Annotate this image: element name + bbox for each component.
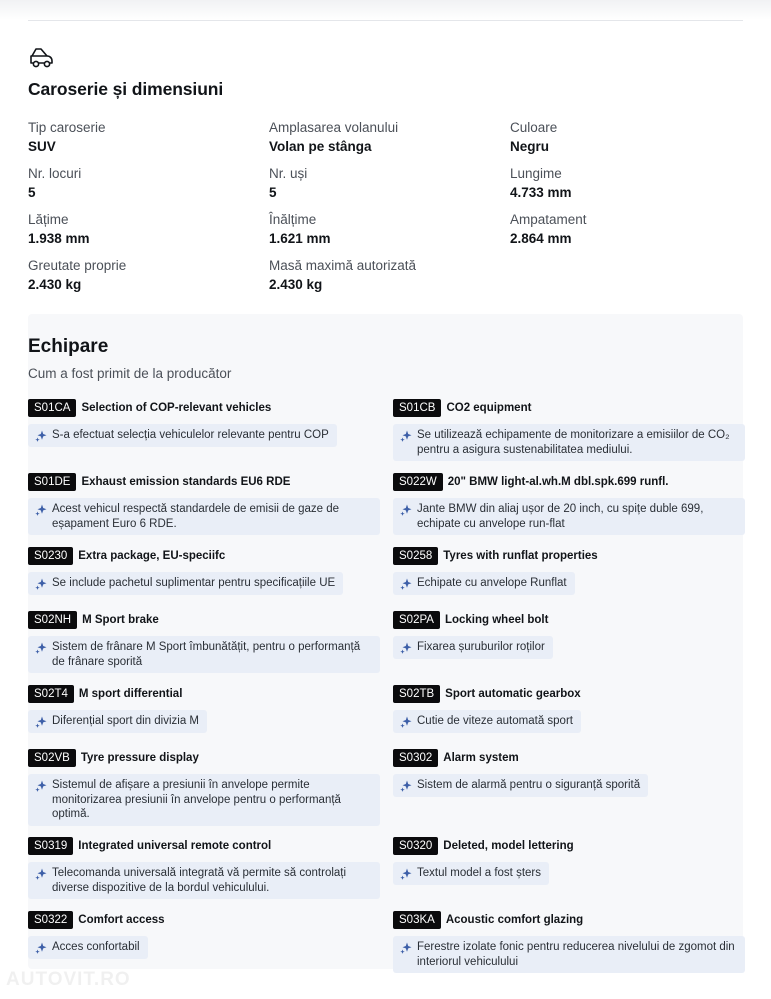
equipment-item-s01cb [393, 399, 745, 461]
sparkle-icon [399, 867, 413, 881]
equipment-item-header [28, 473, 380, 491]
equipment-item-s01de [28, 473, 380, 535]
equipment-code-badge: S0320 [393, 837, 438, 855]
sparkle-icon [34, 503, 48, 517]
equipment-code-badge: S0302 [393, 749, 438, 767]
spec-value: Volan pe stânga [269, 139, 372, 154]
equipment-item-s02vb [28, 749, 380, 826]
equipment-item-s0230 [28, 547, 380, 596]
spec-value: 1.621 mm [269, 231, 331, 246]
sparkle-icon [399, 503, 413, 517]
equipment-panel [28, 314, 743, 969]
spec-doors [269, 165, 499, 202]
equipment-name: M sport differential [78, 688, 183, 700]
equipment-description [28, 572, 343, 595]
equipment-item-header [393, 837, 745, 855]
spec-value: 1.938 mm [28, 231, 90, 246]
spec-body-type [28, 119, 258, 156]
spec-color [510, 119, 740, 156]
spec-label: Lungime [510, 166, 562, 181]
spec-value: 5 [269, 185, 277, 200]
equipment-name: CO2 equipment [446, 402, 532, 414]
equipment-description [393, 636, 553, 659]
spec-steering-position [269, 119, 499, 156]
equipment-item-s02pa [393, 611, 745, 660]
equipment-name: Extra package, EU-speciifc [78, 550, 226, 562]
spec-label: Nr. locuri [28, 166, 82, 181]
equipment-description-text: Se utilizează echipamente de monitorizare a emisiilor de CO₂ pentru a asigura sustenabilitatea mediului. [417, 429, 730, 456]
equipment-item-s0258 [393, 547, 745, 596]
equipment-code-badge: S02PA [393, 611, 440, 629]
sparkle-icon [399, 641, 413, 655]
equipment-item-s02t4 [28, 685, 380, 734]
equipment-description [393, 862, 549, 885]
equipment-name: M Sport brake [82, 614, 159, 626]
equipment-item-s0322 [28, 911, 380, 960]
spec-length [510, 165, 740, 202]
sparkle-icon [34, 715, 48, 729]
equipment-item-header [393, 473, 745, 491]
sparkle-icon [34, 779, 48, 793]
spec-label: Culoare [510, 120, 558, 135]
spec-label: Înălțime [269, 212, 317, 227]
sparkle-icon [34, 429, 48, 443]
equipment-item-s02tb [393, 685, 745, 734]
equipment-description-text: Acest vehicul respectă standardele de emisii de gaze de eșapament Euro 6 RDE. [52, 503, 340, 530]
equipment-name: 20" BMW light-al.wh.M dbl.spk.699 runfl. [447, 476, 669, 488]
equipment-item-header [393, 399, 745, 417]
equipment-code-badge: S0258 [393, 547, 438, 565]
equipment-name: Locking wheel bolt [444, 614, 549, 626]
equipment-code-badge: S02T4 [28, 685, 74, 703]
equipment-code-badge: S01DE [28, 473, 76, 491]
equipment-description-text: Sistemul de afișare a presiunii în anvelope permite monitorizarea presiunii în anvelope pentru o performanță optimă. [52, 779, 341, 820]
sparkle-icon [399, 429, 413, 443]
spec-label: Greutate proprie [28, 258, 127, 273]
equipment-description-text: Ferestre izolate fonic pentru reducerea nivelului de zgomot din interiorul vehiculului [417, 941, 735, 968]
spec-value: 2.864 mm [510, 231, 572, 246]
equipment-item-header [393, 547, 745, 565]
equipment-code-badge: S0319 [28, 837, 73, 855]
equipment-item-header [28, 399, 380, 417]
spec-value: Negru [510, 139, 550, 154]
equipment-code-badge: S02TB [393, 685, 440, 703]
equipment-description [28, 862, 380, 899]
equipment-description-text: Acces confortabil [52, 941, 140, 953]
equipment-description-text: Diferențial sport din divizia M [52, 715, 200, 727]
sparkle-icon [34, 941, 48, 955]
spec-seats [28, 165, 258, 202]
equipment-description-text: Telecomanda universală integrată vă permite să controlați diverse dispozitive de la bordul vehiculului. [52, 867, 347, 894]
equipment-code-badge: S022W [393, 473, 443, 491]
equipment-code-badge: S02VB [28, 749, 76, 767]
sparkle-icon [34, 867, 48, 881]
equipment-name: Exhaust emission standards EU6 RDE [81, 476, 291, 488]
equipment-code-badge: S0230 [28, 547, 73, 565]
equipment-item-header [28, 837, 380, 855]
sparkle-icon [399, 779, 413, 793]
section-title-body: Caroserie și dimensiuni [28, 79, 224, 99]
equipment-description [28, 636, 380, 673]
spec-label: Masă maximă autorizată [269, 258, 417, 273]
equipment-name: Comfort access [78, 914, 165, 926]
equipment-description-text: Se include pachetul suplimentar pentru specificațiile UE [52, 577, 336, 589]
equipment-item-header [28, 911, 380, 929]
equipment-description [393, 936, 745, 973]
equipment-item-header [28, 547, 380, 565]
spec-max-weight [269, 257, 499, 294]
spec-label: Lățime [28, 212, 69, 227]
equipment-item-s022w [393, 473, 745, 535]
equipment-description [28, 710, 207, 733]
equipment-description-text: Textul model a fost șters [417, 867, 541, 879]
equipment-description-text: Jante BMW din aliaj ușor de 20 inch, cu spițe duble 699, echipate cu anvelope run-flat [417, 503, 704, 530]
equipment-description [28, 424, 337, 447]
equipment-description [393, 774, 648, 797]
spec-label: Amplasarea volanului [269, 120, 399, 135]
equipment-description-text: Cutie de viteze automată sport [417, 715, 573, 727]
equipment-item-s03ka [393, 911, 745, 973]
equipment-description [393, 498, 745, 535]
equipment-code-badge: S01CA [28, 399, 76, 417]
spec-label: Nr. uși [269, 166, 308, 181]
sparkle-icon [34, 577, 48, 591]
equipment-name: Integrated universal remote control [78, 840, 272, 852]
spec-height [269, 211, 499, 248]
equipment-description-text: S-a efectuat selecția vehiculelor relevante pentru COP [52, 429, 329, 441]
equipment-description [393, 572, 575, 595]
equipment-item-header [28, 685, 380, 703]
top-strip [0, 0, 771, 20]
spec-value: 5 [28, 185, 36, 200]
equipment-description [28, 936, 148, 959]
equipment-item-header [393, 749, 745, 767]
equipment-description-text: Sistem de frânare M Sport îmbunătățit, pentru o performanță de frânare sporită [52, 641, 361, 668]
equipment-subtitle: Cum a fost primit de la producător [28, 366, 232, 381]
equipment-name: Deleted, model lettering [443, 840, 574, 852]
equipment-item-s01ca [28, 399, 380, 448]
spec-curb-weight [28, 257, 258, 294]
equipment-name: Selection of COP-relevant vehicles [81, 402, 272, 414]
equipment-name: Acoustic comfort glazing [445, 914, 584, 926]
equipment-item-header [28, 749, 380, 767]
spec-label: Tip caroserie [28, 120, 106, 135]
equipment-description [28, 774, 380, 826]
spec-value: 2.430 kg [269, 277, 323, 292]
equipment-name: Tyre pressure display [80, 752, 199, 764]
equipment-item-s0302 [393, 749, 745, 798]
equipment-item-s0320 [393, 837, 745, 886]
sparkle-icon [399, 941, 413, 955]
spec-value: 2.430 kg [28, 277, 82, 292]
equipment-code-badge: S01CB [393, 399, 441, 417]
sparkle-icon [34, 641, 48, 655]
equipment-title: Echipare [28, 336, 109, 357]
equipment-name: Tyres with runflat properties [443, 550, 598, 562]
equipment-item-s0319 [28, 837, 380, 899]
spec-value: 4.733 mm [510, 185, 572, 200]
section-divider [28, 20, 743, 21]
equipment-item-header [393, 611, 745, 629]
car-body-icon [28, 44, 56, 70]
spec-value: SUV [28, 139, 56, 154]
equipment-item-header [28, 611, 380, 629]
equipment-description-text: Sistem de alarmă pentru o siguranță sporită [417, 779, 641, 791]
sparkle-icon [399, 577, 413, 591]
equipment-name: Alarm system [443, 752, 519, 764]
equipment-item-header [393, 685, 745, 703]
equipment-code-badge: S02NH [28, 611, 77, 629]
spec-label: Ampatament [510, 212, 587, 227]
equipment-description [393, 710, 581, 733]
equipment-item-header [393, 911, 745, 929]
watermark: AUTOVIT.RO [6, 969, 131, 990]
equipment-code-badge: S03KA [393, 911, 441, 929]
equipment-code-badge: S0322 [28, 911, 73, 929]
equipment-description-text: Echipate cu anvelope Runflat [417, 577, 567, 589]
sparkle-icon [399, 715, 413, 729]
equipment-description [393, 424, 745, 461]
spec-width [28, 211, 258, 248]
equipment-description [28, 498, 380, 535]
equipment-description-text: Fixarea șuruburilor roților [417, 641, 545, 653]
spec-wheelbase [510, 211, 740, 248]
equipment-item-s02nh [28, 611, 380, 673]
equipment-name: Sport automatic gearbox [445, 688, 581, 700]
